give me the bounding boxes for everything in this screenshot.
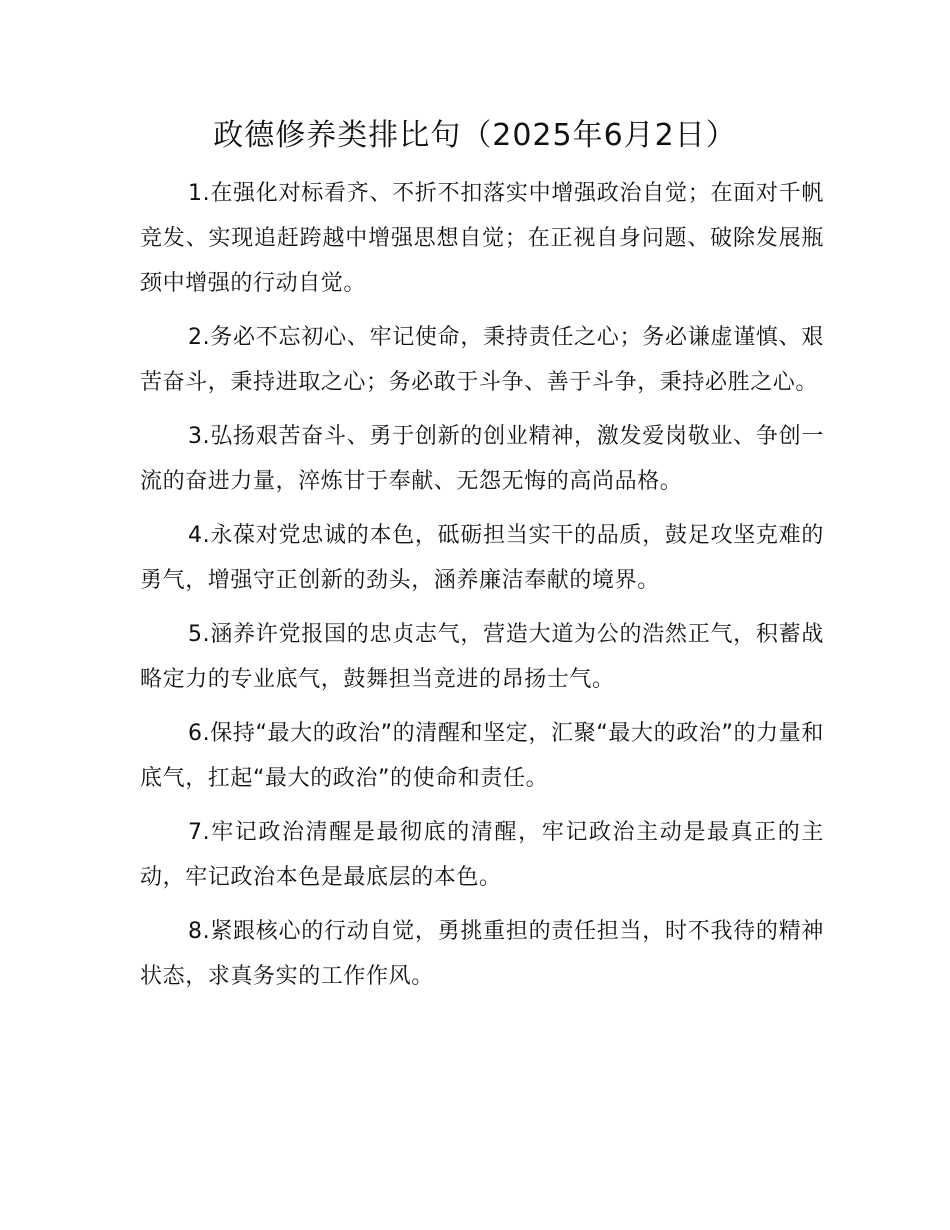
paragraph-1: 1.在强化对标看齐、不折不扣落实中增强政治自觉；在面对千帆竞发、实现追赶跨越中增强思想自觉；在正视自身问题、破除发展瓶颈中增强的行动自觉。: [140, 181, 824, 296]
paragraph-6: 6.保持“最大的政治”的清醒和坚定，汇聚“最大的政治”的力量和底气，扛起“最大的政治”的使命和责任。: [140, 721, 824, 791]
paragraph-4: 4.永葆对党忠诚的本色，砥砺担当实干的品质，鼓足攻坚克难的勇气，增强守正创新的劲头，涵养廉洁奉献的境界。: [140, 523, 824, 593]
paragraph-5: 5.涵养许党报国的忠贞志气，营造大道为公的浩然正气，积蓄战略定力的专业底气，鼓舞担当竞进的昂扬士气。: [140, 622, 824, 692]
paragraph-8: 8.紧跟核心的行动自觉，勇挑重担的责任担当，时不我待的精神状态，求真务实的工作作风。: [140, 919, 824, 989]
document-title: 政德修养类排比句（2025年6月2日）: [213, 118, 737, 153]
document-body: [140, 171, 824, 1008]
paragraph-2: 2.务必不忘初心、牢记使命，秉持责任之心；务必谦虚谨慎、艰苦奋斗，秉持进取之心；务必敢于斗争、善于斗争，秉持必胜之心。: [140, 325, 824, 395]
paragraph-3: 3.弘扬艰苦奋斗、勇于创新的创业精神，激发爱岗敬业、争创一流的奋进力量，淬炼甘于奉献、无怨无悔的高尚品格。: [140, 424, 824, 494]
paragraph-7: 7.牢记政治清醒是最彻底的清醒，牢记政治主动是最真正的主动，牢记政治本色是最底层的本色。: [140, 820, 824, 890]
